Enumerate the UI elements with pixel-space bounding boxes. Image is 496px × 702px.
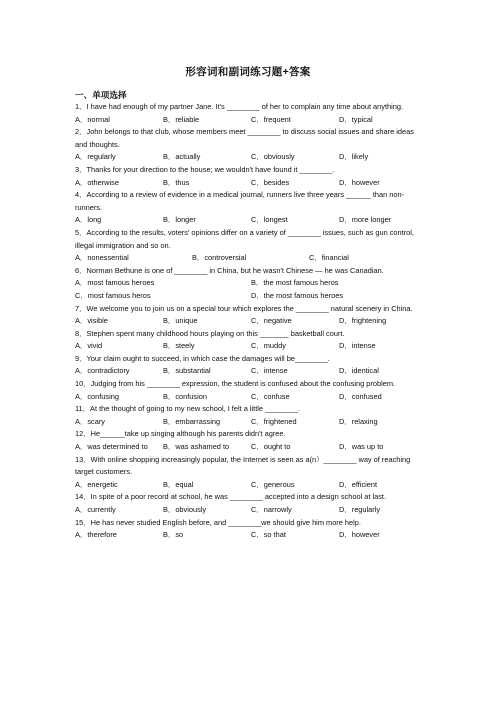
answer-option[interactable]: C．longest	[251, 215, 288, 225]
option-row	[75, 479, 427, 492]
answer-option[interactable]: D．however	[339, 177, 380, 187]
question-stem: 5．According to the results, voters' opinions differ on a variety of ________ issues, such as gun control, illegal immigration and so on.	[75, 227, 414, 250]
answer-option[interactable]: A．scary	[75, 416, 105, 426]
answer-option[interactable]: C．ought to	[251, 442, 291, 452]
answer-option[interactable]: A．nonessential	[75, 253, 129, 263]
option-row	[75, 214, 427, 227]
question-item	[75, 491, 427, 516]
question-stem: 10．Judging from his ________ expression, the student is confused about the confusing problem.	[75, 379, 396, 389]
option-row	[75, 441, 427, 454]
question-item	[75, 328, 427, 353]
answer-option[interactable]: C．frequent	[251, 114, 291, 124]
answer-option[interactable]: A．confusing	[75, 391, 119, 401]
answer-option[interactable]: A．therefore	[75, 530, 117, 540]
answer-option[interactable]: B．longer	[163, 215, 196, 225]
answer-option[interactable]: A．visible	[75, 316, 108, 326]
answer-option[interactable]: B．obviously	[163, 505, 207, 514]
answer-option[interactable]: D．efficient	[339, 479, 378, 489]
answer-option[interactable]: A．long	[75, 215, 102, 225]
option-row	[75, 315, 427, 328]
answer-option[interactable]: C．frightened	[251, 416, 297, 426]
question-item	[75, 428, 427, 453]
answer-option[interactable]: D．relaxing	[339, 416, 378, 426]
document-title: 形容词和副词练习题+答案	[185, 66, 311, 78]
section-heading: 一、单项选择	[75, 90, 127, 100]
option-row	[75, 177, 427, 190]
answer-option[interactable]: D．frightening	[339, 316, 387, 326]
answer-option[interactable]: D．regularly	[339, 505, 381, 514]
answer-option[interactable]: C．financial	[309, 253, 349, 263]
answer-option[interactable]: D．confused	[339, 391, 382, 401]
answer-option[interactable]: B．was ashamed to	[163, 442, 230, 452]
question-stem: 2．John belongs to that club, whose members meet ________ to discuss social issues and share ideas and thoughts.	[75, 127, 414, 149]
option-row	[75, 151, 427, 164]
option-row	[75, 252, 427, 265]
question-stem: 3．Thanks for your direction to the house; we wouldn't have found it ________.	[75, 164, 335, 174]
question-stem: 7．We welcome you to join us on a special tour which explores the ________ natural scenery in China.	[75, 303, 413, 313]
answer-option[interactable]: C．intense	[251, 366, 288, 376]
answer-option[interactable]: B．so	[163, 530, 184, 540]
answer-option[interactable]: C．besides	[251, 177, 290, 187]
option-row	[75, 114, 427, 127]
answer-option[interactable]: C．narrowly	[251, 505, 292, 514]
answer-option[interactable]: A．energetic	[75, 479, 118, 489]
answer-option[interactable]: D．identical	[339, 366, 379, 376]
answer-option[interactable]: A．normal	[75, 114, 110, 124]
option-row	[75, 504, 427, 517]
question-item	[75, 126, 427, 164]
question-item	[75, 227, 427, 265]
question-stem: 1．I have had enough of my partner Jane. It's ________ of her to complain any time about anything.	[75, 102, 404, 111]
option-row	[75, 277, 427, 302]
question-stem: 6．Norman Bethune is one of ________ in China, but he wasn't Chinese — he was Canadian.	[75, 265, 384, 275]
answer-option[interactable]: C．confuse	[251, 391, 290, 401]
answer-option[interactable]: C．obviously	[251, 152, 295, 162]
question-stem: 9．Your claim ought to succeed, in which case the damages will be________.	[75, 353, 330, 363]
answer-option[interactable]: B．confusion	[163, 391, 207, 401]
answer-option[interactable]: A．most famous heroes	[75, 278, 155, 288]
answer-option[interactable]: A．contradictory	[75, 366, 130, 376]
answer-option[interactable]: B．actually	[163, 152, 201, 162]
answer-option[interactable]: C．negative	[251, 316, 292, 326]
question-stem: 13．With online shopping increasingly popular, the Internet is seen as a(n）________ way of reaching target customers.	[75, 454, 411, 477]
question-item	[75, 403, 427, 428]
question-stem: 12．He______take up singing although his parents didn't agree.	[75, 429, 286, 439]
answer-option[interactable]: B．steely	[163, 341, 195, 351]
answer-option[interactable]: B．embarrassing	[163, 416, 221, 426]
answer-option[interactable]: A．currently	[75, 505, 116, 514]
question-item	[75, 353, 427, 378]
answer-option[interactable]: B．substantial	[163, 366, 211, 376]
question-item	[75, 378, 427, 403]
question-stem: 15．He has never studied English before, and ________we should give him more help.	[75, 517, 361, 527]
answer-option[interactable]: B．thus	[163, 177, 190, 187]
answer-option[interactable]: C．generous	[251, 479, 295, 489]
question-item	[75, 101, 427, 126]
answer-option[interactable]: B．reliable	[163, 114, 200, 124]
option-row	[75, 365, 427, 378]
answer-option[interactable]: B．the most famous heros	[251, 278, 339, 288]
answer-option[interactable]: D．intense	[339, 341, 376, 351]
question-item	[75, 164, 427, 189]
answer-option[interactable]: B．equal	[163, 479, 194, 489]
answer-option[interactable]: D．however	[339, 530, 380, 540]
answer-option[interactable]: D．typical	[339, 114, 373, 124]
answer-option[interactable]: D．the most famous heroes	[251, 290, 344, 300]
answer-option[interactable]: A．otherwise	[75, 177, 119, 187]
answer-option[interactable]: D．was up to	[339, 442, 384, 452]
question-item	[75, 189, 427, 227]
answer-option[interactable]: D．more longer	[339, 215, 392, 225]
option-row	[75, 391, 427, 404]
answer-option[interactable]: C．muddy	[251, 341, 286, 351]
question-item	[75, 517, 427, 542]
question-item	[75, 303, 427, 328]
answer-option[interactable]: C．most famous heros	[75, 290, 151, 300]
question-item	[75, 265, 427, 303]
question-list	[75, 101, 427, 542]
option-row	[75, 529, 427, 542]
answer-option[interactable]: C．so that	[251, 530, 286, 540]
answer-option[interactable]: A．was determined to	[75, 442, 148, 452]
answer-option[interactable]: A．regularly	[75, 152, 116, 162]
question-stem: 8．Stephen spent many childhood hours playing on this _______ basketball court.	[75, 328, 345, 338]
answer-option[interactable]: B．controversial	[192, 253, 247, 263]
option-row	[75, 416, 427, 429]
question-stem: 11．At the thought of going to my new school, I felt a little ________.	[75, 404, 301, 414]
answer-option[interactable]: B．unique	[163, 316, 198, 326]
option-row	[75, 340, 427, 353]
question-stem: 4．According to a review of evidence in a medical journal, runners live three years ______ than non-runners.	[75, 190, 405, 212]
answer-option[interactable]: D．likely	[339, 152, 369, 162]
question-item	[75, 454, 427, 492]
answer-option[interactable]: A．vivid	[75, 341, 103, 351]
question-stem: 14．In spite of a poor record at school, he was ________ accepted into a design school at last.	[75, 492, 387, 502]
